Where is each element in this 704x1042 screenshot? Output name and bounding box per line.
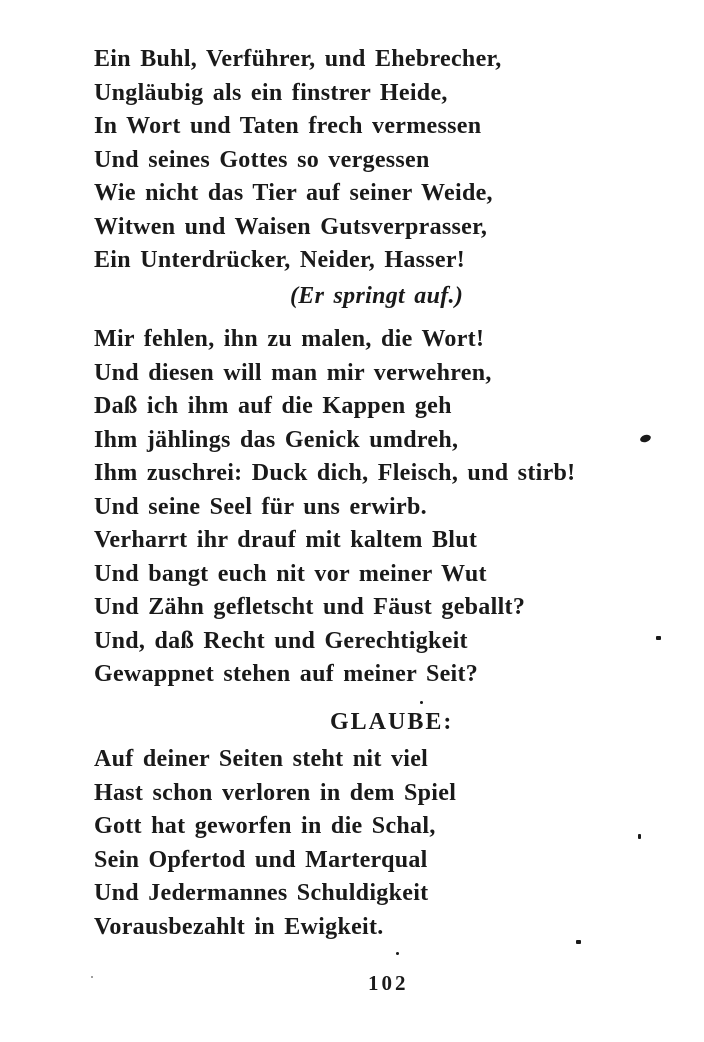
- verse-line: Ungläubig als ein finstrer Heide,: [94, 79, 448, 106]
- verse-line: Verharrt ihr drauf mit kaltem Blut: [94, 527, 478, 553]
- verse-line: Witwen und Waisen Gutsverprasser,: [94, 213, 488, 240]
- speaker-heading: GLAUBE:: [330, 708, 454, 735]
- verse-line: Und seines Gottes so vergessen: [94, 146, 430, 173]
- verse-line: Ein Unterdrücker, Neider, Hasser!: [94, 247, 466, 273]
- verse-line: Und, daß Recht und Gerechtigkeit: [94, 627, 468, 654]
- verse-line: Ihm zuschrei: Duck dich, Fleisch, und stirb!: [94, 460, 576, 486]
- ink-speck: [656, 636, 661, 640]
- ink-speck: [396, 952, 399, 955]
- verse-line: Ein Buhl, Verführer, und Ehebrecher,: [94, 46, 502, 72]
- ink-speck: [576, 940, 581, 944]
- stage-direction: (Er springt auf.): [290, 282, 464, 309]
- poem-text-block: [94, 43, 575, 944]
- verse-line: Ihm jählings das Genick umdreh,: [94, 426, 459, 453]
- verse-line: Daß ich ihm auf die Kappen geh: [94, 393, 452, 419]
- verse-line: Mir fehlen, ihn zu malen, die Wort!: [94, 326, 485, 352]
- ink-speck: [638, 834, 641, 839]
- ink-speck: [420, 701, 423, 704]
- verse-line: Sein Opfertod und Marterqual: [94, 846, 428, 873]
- page-number: 102: [368, 971, 409, 995]
- verse-line: Und diesen will man mir verwehren,: [94, 359, 492, 386]
- ink-speck: [91, 976, 93, 978]
- verse-line: Hast schon verloren in dem Spiel: [94, 779, 457, 806]
- verse-line: Vorausbezahlt in Ewigkeit.: [94, 913, 384, 940]
- verse-line: Gott hat geworfen in die Schal,: [94, 813, 436, 839]
- verse-line: Und Zähn gefletscht und Fäust geballt?: [94, 594, 526, 620]
- verse-line: Gewappnet stehen auf meiner Seit?: [94, 661, 479, 687]
- verse-line: Und bangt euch nit vor meiner Wut: [94, 560, 487, 587]
- verse-line: Und seine Seel für uns erwirb.: [94, 493, 427, 520]
- verse-line: Und Jedermannes Schuldigkeit: [94, 880, 429, 906]
- ink-speck: [639, 433, 652, 443]
- verse-line: Wie nicht das Tier auf seiner Weide,: [94, 180, 493, 206]
- verse-line: In Wort und Taten frech vermessen: [94, 113, 482, 139]
- verse-line: Auf deiner Seiten steht nit viel: [94, 746, 429, 772]
